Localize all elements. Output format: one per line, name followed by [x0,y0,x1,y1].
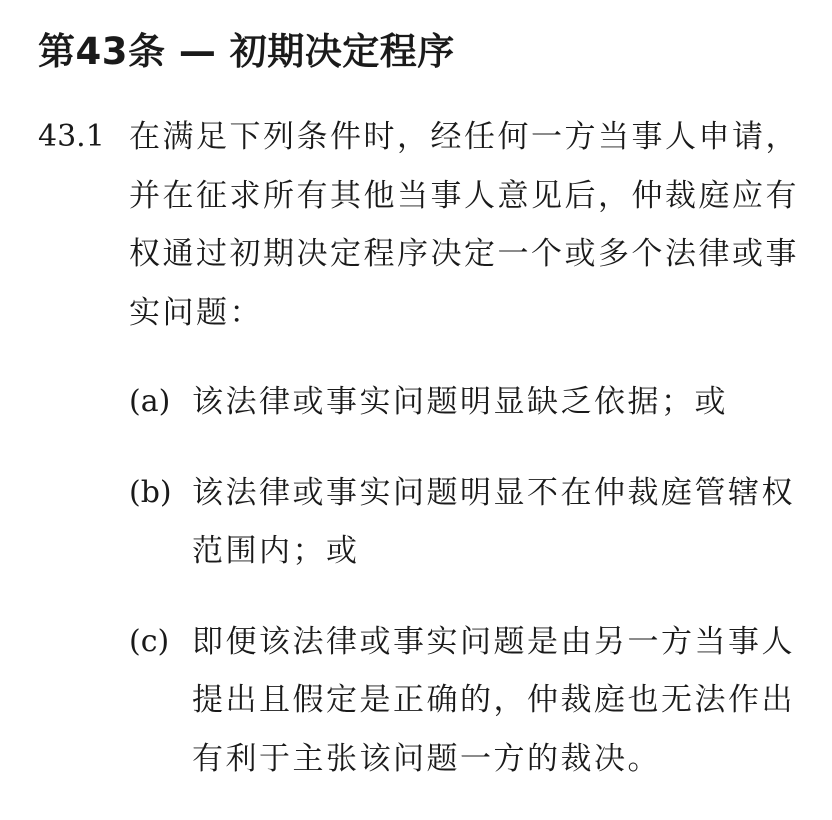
item-label: (a) [129,384,171,419]
clause-item-c [129,613,801,789]
item-text: 即便该法律或事实问题是由另一方当事人提出且假定是正确的，仲裁庭也无法作出有利于主张该问题一方的裁决。 [192,623,795,777]
clause-item-b [129,464,801,581]
clause-item-a [129,373,801,432]
item-label: (c) [129,623,170,659]
item-text: 该法律或事实问题明显缺乏依据；或 [192,384,728,420]
clause-number: 43.1 [38,119,105,154]
item-label: (b) [129,474,172,510]
item-text: 该法律或事实问题明显不在仲裁庭管辖权范围内；或 [192,474,795,569]
clause-item-list [129,373,801,820]
clause-text: 在满足下列条件时，经任何一方当事人申请，并在征求所有其他当事人意见后，仲裁庭应有权通过初期决定程序决定一个或多个法律或事实问题： [129,119,799,331]
article-heading: 第43条 — 初期决定程序 [38,30,455,73]
